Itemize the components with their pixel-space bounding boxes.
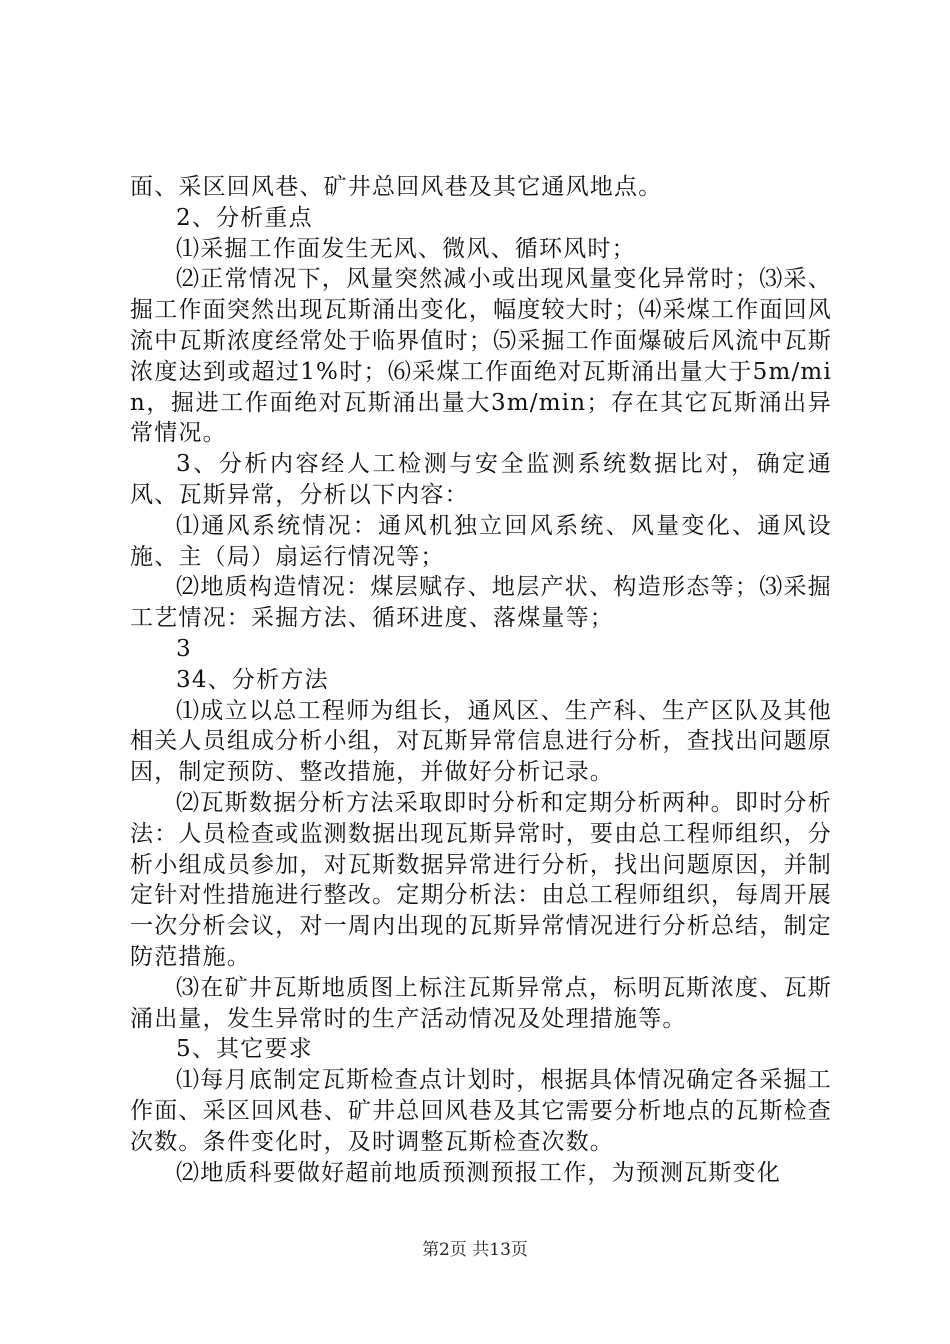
- paragraph-requirement-1: ⑴每月底制定瓦斯检查点计划时，根据具体情况确定各采掘工作面、采区回风巷、矿井总回风巷及其它需要分析地点的瓦斯检查次数。条件变化时，及时调整瓦斯检查次数。: [130, 1067, 832, 1155]
- paragraph-method-3: ⑶在矿井瓦斯地质图上标注瓦斯异常点，标明瓦斯浓度、瓦斯涌出量，发生异常时的生产活动情况及处理措施等。: [130, 974, 832, 1032]
- paragraph-item-2-6: ⑵正常情况下，风量突然减小或出现风量变化异常时；⑶采、掘工作面突然出现瓦斯涌出变化，幅度较大时；⑷采煤工作面回风流中瓦斯浓度经常处于临界值时；⑸采掘工作面爆破后风流中瓦斯浓度达到或超过1%时；⑹采煤工作面绝对瓦斯涌出量大于5m/min，掘进工作面绝对瓦斯涌出量大3m/min；存在其它瓦斯涌出异常情况。: [130, 266, 832, 447]
- page-number-footer: 第2页 共13页: [422, 1240, 528, 1260]
- section-heading-analysis-method: 34、分析方法: [176, 666, 329, 693]
- document-body: [130, 172, 832, 1188]
- section-heading-analysis-focus: 2、分析重点: [176, 204, 313, 231]
- paragraph-stray-number: 3: [176, 635, 192, 662]
- section-heading-other-requirements: 5、其它要求: [176, 1036, 313, 1063]
- paragraph-ventilation-system: ⑴通风系统情况：通风机独立回风系统、风量变化、通风设施、主（局）扇运行情况等；: [130, 512, 832, 570]
- paragraph-item-1: ⑴采掘工作面发生无风、微风、循环风时；: [176, 235, 636, 262]
- section-heading-analysis-content: 3、分析内容经人工检测与安全监测系统数据比对，确定通风、瓦斯异常，分析以下内容：: [130, 451, 832, 508]
- paragraph-method-1: ⑴成立以总工程师为组长，通风区、生产科、生产区队及其他相关人员组成分析小组，对瓦斯异常信息进行分析，查找出问题原因，制定预防、整改措施，并做好分析记录。: [130, 697, 832, 786]
- paragraph-requirement-2: ⑵地质科要做好超前地质预测预报工作，为预测瓦斯变化: [176, 1159, 781, 1186]
- paragraph-continuation: 面、采区回风巷、矿井总回风巷及其它通风地点。: [130, 174, 663, 200]
- paragraph-geology-process: ⑵地质构造情况：煤层赋存、地层产状、构造形态等；⑶采掘工艺情况：采掘方法、循环进度、落煤量等；: [130, 574, 832, 632]
- paragraph-method-2: ⑵瓦斯数据分析方法采取即时分析和定期分析两种。即时分析法：人员检查或监测数据出现瓦斯异常时，要由总工程师组织，分析小组成员参加，对瓦斯数据异常进行分析，找出问题原因，并制定针对性措施进行整改。定期分析法：由总工程师组织，每周开展一次分析会议，对一周内出现的瓦斯异常情况进行分析总结，制定防范措施。: [130, 789, 832, 970]
